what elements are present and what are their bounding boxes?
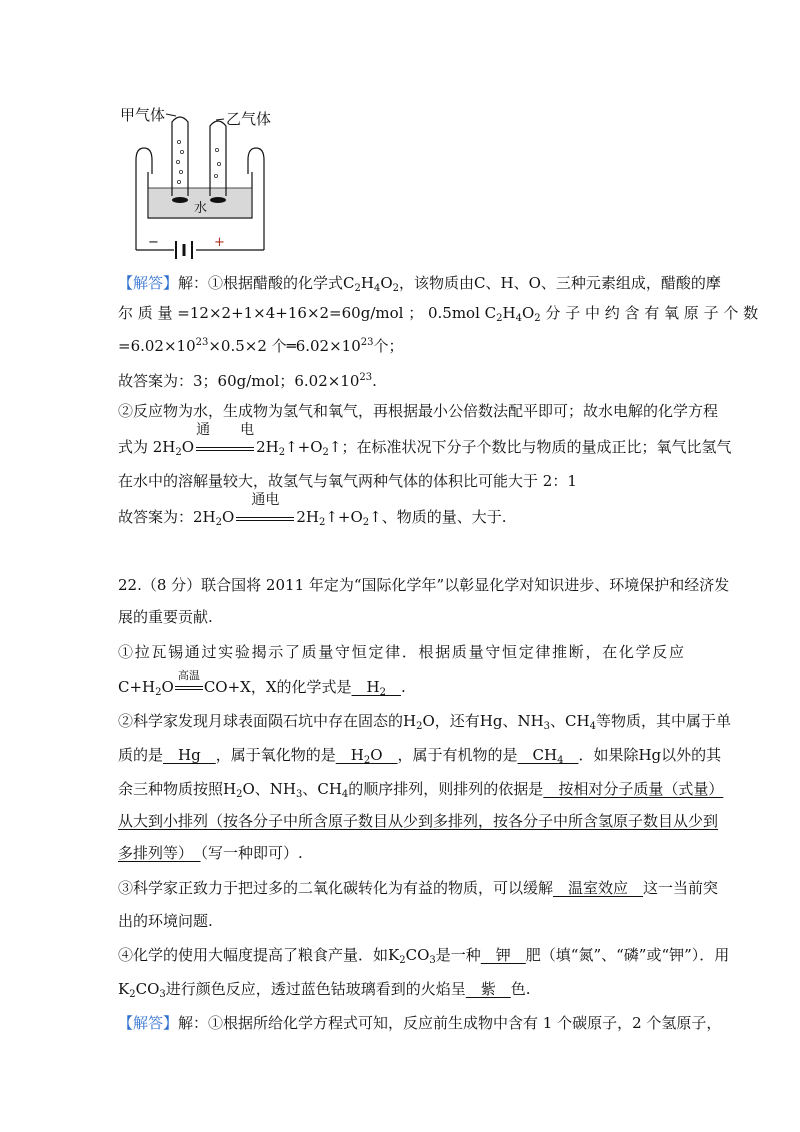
answer-tag: 【解答】 xyxy=(118,274,179,292)
right-electrode xyxy=(210,197,226,203)
gas-b-label: 乙气体 xyxy=(226,110,272,128)
part-4-line-1: ④化学的使用大幅度提高了粮食产量．如$K_2CO_3$是一种 钾 肥（填“氮”、“磷”或“钾”）．用 xyxy=(118,946,730,966)
part-2-line-2: 质的是 Hg ，属于氧化物的是 $H_2O$ ，属于有机物的是 $CH_4$ ．如果除Hg以外的其 xyxy=(118,746,722,766)
electrolysis-reaction-arrow: 通电 xyxy=(196,435,254,455)
part-1-line-1: ①拉瓦锡通过实验揭示了质量守恒定律．根据质量守恒定律推断，在化学反应 xyxy=(118,643,684,661)
part-2-line-1: ②科学家发现月球表面陨石坑中存在固态的$H_2O$，还有Hg、$NH_3$、$CH_4$等物质，其中属于单 xyxy=(118,712,731,732)
answer-line-3: $=6.02\times 10^{23}\times 0.5\times 2$ 个$═6.02\times 10^{23}$个； xyxy=(118,337,404,355)
gas-bubbles xyxy=(176,140,220,183)
answer-blank-ordering: 按相对分子质量（式量） xyxy=(543,780,724,798)
electrolysis-apparatus-figure xyxy=(118,100,298,260)
left-test-tube xyxy=(172,117,188,196)
gas-a-label: 甲气体 xyxy=(120,106,166,124)
answer-line-2: 尔 质 量 =12×2+1×4+16×2=60g/mol ； 0.5mol $C_2H_4O_2$ 分 子 中 约 含 有 氧 原 子 个 数 xyxy=(118,304,759,324)
answer-blank-fertilizer: 钾 xyxy=(480,946,526,964)
solution-tag: 【解答】 xyxy=(118,1014,179,1032)
high-temperature-arrow: 高温 xyxy=(175,675,203,695)
positive-terminal-label: + xyxy=(214,235,225,250)
answer-blank-greenhouse: 温室效应 xyxy=(553,879,644,897)
question-22-heading: 22.（8 分）联合国将 2011 年定为“国际化学年”以彰显化学对知识进步、环境保护和经济发 xyxy=(118,576,730,594)
part-4-line-2: $K_2CO_3$进行颜色反应，透过蓝色钴玻璃看到的火焰呈 紫 色. xyxy=(118,980,531,1000)
answer-line-5: ②反应物为水，生成物为氢气和氧气，再根据最小公倍数法配平即可；故水电解的化学方程 xyxy=(118,402,719,420)
left-electrode xyxy=(172,197,188,203)
answer-line-1: 【解答】解：①根据醋酸的化学式$C_2H_4O_2$，该物质由C、H、O、三种元素组成，醋酸的摩 xyxy=(118,274,721,294)
answer-line-6: 式为 $2H_2O$ 通电 $2H_2↑+O_2↑$；在标准状况下分子个数比与物质的量成正比；氧气比氢气 xyxy=(118,422,732,458)
answer-blank-x: $H_2$ xyxy=(351,678,386,698)
part-3-line-2: 出的环境问题. xyxy=(118,912,213,930)
negative-terminal-label: − xyxy=(148,235,159,250)
answer-blank-element: Hg xyxy=(163,746,216,764)
part-1-line-2: $C+H_2O$ 高温 CO+X，X的化学式是 $H_2$ . xyxy=(118,669,406,698)
answer-line-7: 在水中的溶解量较大，故氢气与氧气两种气体的体积比可能大于 2：1 xyxy=(118,472,577,490)
electrolysis-reaction-arrow: 通电 xyxy=(236,505,294,525)
answer-line-4: 故答案为：3；60g/mol；$6.02\times 10^{23}$. xyxy=(118,372,377,390)
answer-blank-flame-color: 紫 xyxy=(465,980,511,998)
answer-blank-oxide: $H_2O$ xyxy=(335,746,398,766)
part-3-line-1: ③科学家正致力于把过多的二氧化碳转化为有益的物质，可以缓解 温室效应 这一当前突 xyxy=(118,879,719,897)
part-2-line-5: 多排列等） （写一种即可）. xyxy=(118,844,303,862)
part-2-line-3: 余三种物质按照$H_2O$、$NH_3$、$CH_4$的顺序排列，则排列的依据是 按相对分子质量（式量） xyxy=(118,780,724,800)
solution-line-1: 【解答】解：①根据所给化学方程式可知，反应前生成物中含有 1 个碳原子，2 个氢原子， xyxy=(118,1014,722,1032)
right-test-tube xyxy=(210,121,226,196)
answer-line-8: 故答案为：$2H_2O$ 通电 $2H_2↑+O_2↑$、物质的量、大于. xyxy=(118,492,507,528)
water-label: 水 xyxy=(194,201,208,216)
answer-blank-organic: $CH_4$ xyxy=(517,746,564,766)
part-2-line-4: 从大到小排列（按各分子中所含原子数目从少到多排列，按各分子中所含氢原子数目从少到 xyxy=(118,812,719,830)
question-22-heading-line-2: 展的重要贡献. xyxy=(118,608,213,626)
